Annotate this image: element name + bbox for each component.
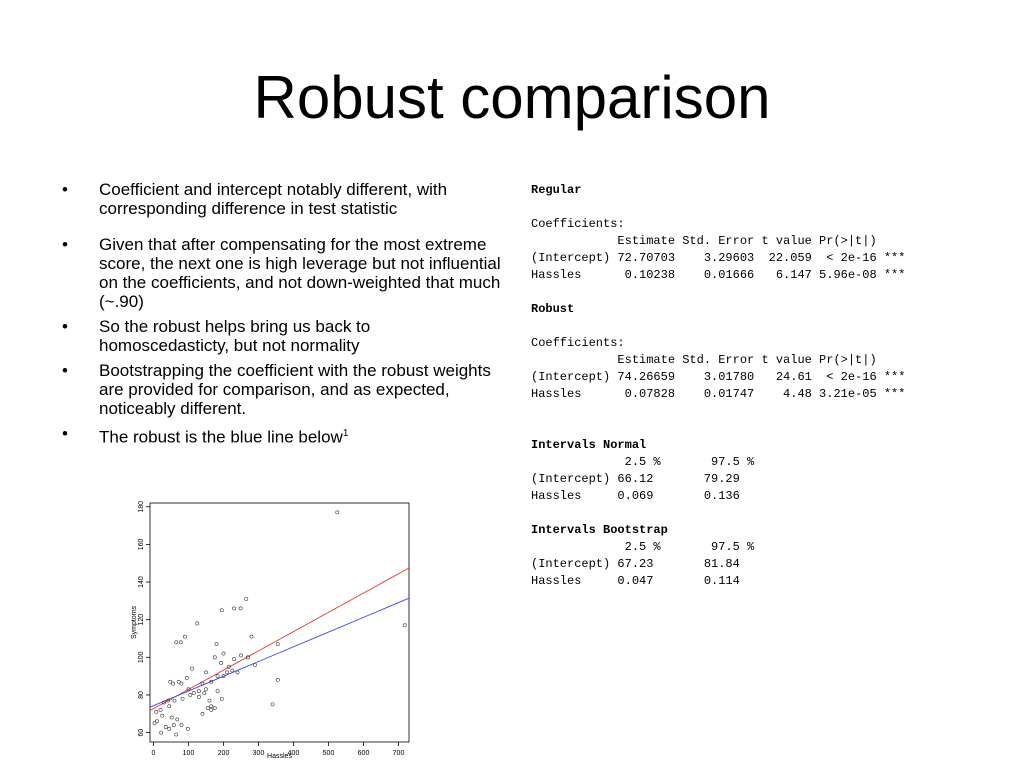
data-point <box>219 661 222 664</box>
y-tick-label: 60 <box>138 728 145 737</box>
data-point <box>159 708 162 711</box>
data-point <box>196 622 199 625</box>
data-point <box>403 624 406 627</box>
regular-hassles-row: Hassles 0.10238 0.01666 6.147 5.96e-08 *** <box>531 268 906 282</box>
regular-intercept-row: (Intercept) 72.70703 3.29603 22.059 < 2e-16 *** <box>531 251 906 265</box>
data-point <box>216 690 219 693</box>
x-axis-label: Hassles <box>267 753 292 760</box>
bullet-item <box>62 424 502 447</box>
intervals-normal-header: 2.5 % 97.5 % <box>531 455 755 469</box>
data-point <box>253 663 256 666</box>
data-point <box>176 718 179 721</box>
data-point <box>168 705 171 708</box>
regression-output <box>531 182 1001 590</box>
data-point <box>192 691 195 694</box>
data-point <box>204 688 207 691</box>
regular-coefficients-label: Coefficients: <box>531 217 625 231</box>
data-point <box>186 727 189 730</box>
data-point <box>276 643 279 646</box>
y-tick-label: 80 <box>138 691 145 699</box>
robust-hassles-row: Hassles 0.07828 0.01747 4.48 3.21e-05 *** <box>531 387 906 401</box>
data-point <box>185 676 188 679</box>
data-point <box>245 597 248 600</box>
y-tick-label: 120 <box>138 613 145 626</box>
robust-table-header: Estimate Std. Error t value Pr(>|t|) <box>531 353 906 367</box>
data-point <box>160 731 163 734</box>
data-point <box>181 697 184 700</box>
data-point <box>232 607 235 610</box>
y-tick-label: 100 <box>138 651 145 664</box>
data-point <box>197 695 200 698</box>
data-point <box>189 693 192 696</box>
x-tick-label: 0 <box>151 750 156 757</box>
robust-heading: Robust <box>531 302 575 316</box>
intervals-normal-heading: Intervals Normal <box>531 438 647 452</box>
data-point <box>222 652 225 655</box>
x-tick-label: 400 <box>287 750 300 757</box>
data-point <box>206 707 209 710</box>
data-point <box>239 607 242 610</box>
data-point <box>179 641 182 644</box>
y-tick-label: 160 <box>138 538 145 551</box>
data-point <box>190 667 193 670</box>
data-point <box>215 643 218 646</box>
data-point <box>231 669 234 672</box>
data-point <box>161 714 164 717</box>
data-point <box>203 691 206 694</box>
data-point <box>225 671 228 674</box>
data-point <box>271 703 274 706</box>
bullet-dot: • <box>62 317 68 336</box>
intervals-bootstrap-intercept-row: (Intercept) 67.23 81.84 <box>531 557 740 571</box>
data-point <box>155 710 158 713</box>
bullet-text: Coefficient and intercept notably different, with corresponding difference in test statistic <box>99 180 448 218</box>
bullet-item <box>62 317 502 355</box>
data-point <box>250 635 253 638</box>
data-point <box>210 708 213 711</box>
data-point <box>175 733 178 736</box>
x-tick-label: 600 <box>357 750 370 757</box>
bullet-dot: • <box>62 361 68 380</box>
footnote-marker: 1 <box>342 428 349 439</box>
bullet-dot: • <box>62 180 68 199</box>
data-point <box>201 712 204 715</box>
data-point <box>208 699 211 702</box>
data-point <box>220 697 223 700</box>
data-point <box>336 511 339 514</box>
data-point <box>175 641 178 644</box>
data-point <box>236 671 239 674</box>
data-point <box>197 690 200 693</box>
x-tick-label: 500 <box>322 750 335 757</box>
data-point <box>204 671 207 674</box>
regular-table-header: Estimate Std. Error t value Pr(>|t|) <box>531 234 906 248</box>
bullet-item <box>62 361 502 418</box>
plot-frame <box>150 503 409 742</box>
data-point <box>168 727 171 730</box>
data-point <box>232 658 235 661</box>
bullet-text: Given that after compensating for the most extreme score, the next one is high leverage but not influential on the coefficients, and not down-weighted that much (~.90) <box>99 235 501 311</box>
robust-coefficients-label: Coefficients: <box>531 336 625 350</box>
data-point <box>210 705 213 708</box>
data-point <box>172 723 175 726</box>
bullet-item <box>62 180 502 218</box>
data-point <box>164 725 167 728</box>
regular-heading: Regular <box>531 183 582 197</box>
data-point <box>173 699 176 702</box>
data-point <box>220 609 223 612</box>
regular-fit-line <box>150 568 409 711</box>
data-point <box>216 675 219 678</box>
bullet-dot: • <box>62 235 68 254</box>
bullet-dot: • <box>62 424 68 443</box>
data-point <box>180 682 183 685</box>
data-point <box>276 678 279 681</box>
robust-intercept-row: (Intercept) 74.26659 3.01780 24.61 < 2e-16 *** <box>531 370 906 384</box>
y-tick-label: 140 <box>138 576 145 588</box>
bullet-text: So the robust helps bring us back to homoscedasticty, but not normality <box>99 317 371 355</box>
bullet-item <box>62 235 502 311</box>
intervals-bootstrap-header: 2.5 % 97.5 % <box>531 540 755 554</box>
x-tick-label: 700 <box>392 750 405 757</box>
bullet-text: The robust is the blue line below <box>99 427 343 447</box>
bullet-text: Bootstrapping the coefficient with the robust weights are provided for comparison, and as expected, noticeably different. <box>99 361 491 418</box>
intervals-bootstrap-hassles-row: Hassles 0.047 0.114 <box>531 574 740 588</box>
data-point <box>180 723 183 726</box>
slide-title: Robust comparison <box>253 64 771 131</box>
x-tick-label: 100 <box>182 750 195 757</box>
bullet-list <box>62 180 502 447</box>
intervals-normal-intercept-row: (Intercept) 66.12 79.29 <box>531 472 740 486</box>
data-point <box>213 656 216 659</box>
data-point <box>183 635 186 638</box>
x-tick-label: 300 <box>252 750 265 757</box>
scatter-plot <box>128 496 414 766</box>
intervals-normal-hassles-row: Hassles 0.069 0.136 <box>531 489 740 503</box>
y-axis-label: Symptoms <box>131 605 138 640</box>
intervals-bootstrap-heading: Intervals Bootstrap <box>531 523 668 537</box>
data-point <box>153 722 156 725</box>
data-point <box>169 680 172 683</box>
y-tick-label: 180 <box>138 500 145 513</box>
data-point <box>170 716 173 719</box>
data-point <box>213 707 216 710</box>
data-point <box>239 654 242 657</box>
x-tick-label: 200 <box>217 750 230 757</box>
